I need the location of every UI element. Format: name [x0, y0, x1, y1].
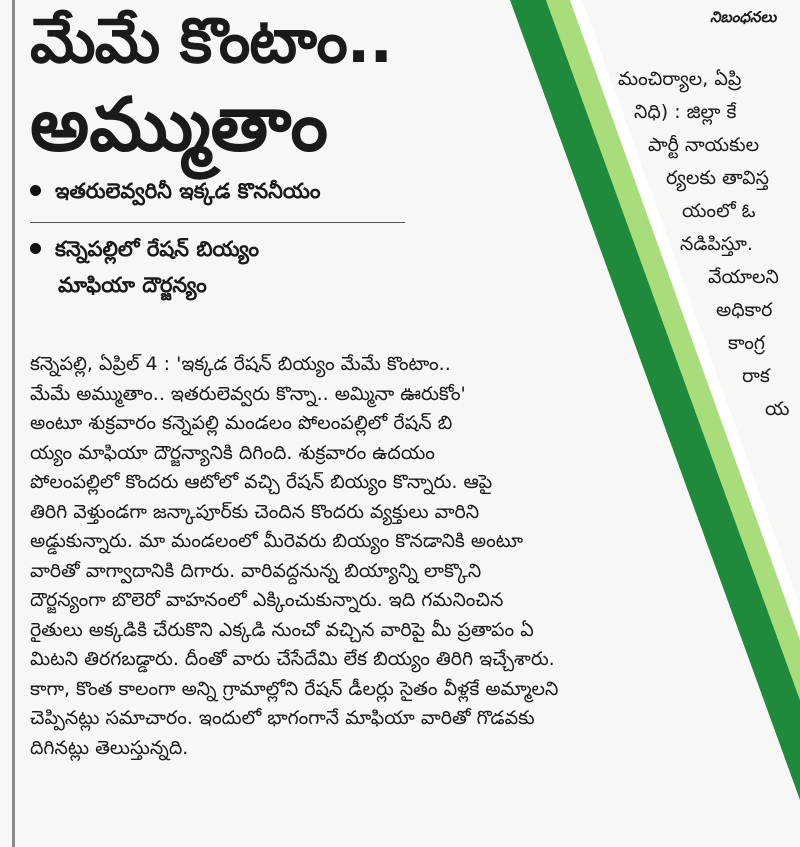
- headline-line-1: మేమే కొంటాం..: [30, 4, 392, 77]
- side-line: నడిపిస్తూ.: [680, 233, 753, 255]
- body-line: అంటూ శుక్రవారం కన్నెపల్లి మండలం పోలంపల్లిలో రేషన్ బి: [30, 412, 453, 434]
- side-line: మంచిర్యాల, ఏప్రి: [618, 68, 742, 90]
- side-line: యంలో ఓ: [682, 200, 756, 222]
- body-line: కాగా, కొంత కాలంగా అన్ని గ్రామాల్లోని రేషన్ డీలర్లు సైతం వీళ్లకే అమ్మాలని: [30, 677, 559, 700]
- side-line: య: [765, 398, 790, 420]
- body-line: దౌర్జన్యంగా బొలెరో వాహనంలో ఎక్కించుకున్నారు. ఇది గమనించిన: [30, 589, 504, 611]
- body-line: పోలంపల్లిలో కొందరు ఆటోలో వచ్చి రేషన్ బియ్యం కొన్నారు. ఆపై: [30, 471, 493, 493]
- headline-line-2: అమ్ముతాం: [30, 82, 329, 168]
- side-line: వేయాలని: [708, 266, 779, 288]
- side-line: అధికార: [716, 299, 773, 321]
- body-line: కన్నెపల్లి, ఏప్రిల్ 4 : 'ఇక్కడ రేషన్ బియ్యం మేమే కొంటాం..: [30, 353, 451, 375]
- side-article: [600, 0, 800, 847]
- side-line: ర్యలకు తావిస్త: [666, 167, 769, 189]
- side-kicker: నిబంధనలు: [710, 8, 777, 26]
- body-line: రైతులు అక్కడికి చేరుకొని ఎక్కడి నుంచో వచ్చిన వారిపై మీ ప్రతాపం ఏ: [30, 618, 534, 641]
- body-line: అడ్డుకున్నారు. మా మండలంలో మీరెవరు బియ్యం కొనడానికి అంటూ: [30, 530, 524, 552]
- deck-item-2-text-line-1: కన్నెపల్లిలో రేషన్ బియ్యం: [55, 237, 260, 261]
- side-line: రాక: [742, 365, 770, 387]
- body-line: చెప్పినట్లు సమాచారం. ఇందులో భాగంగానే మాఫియా వారితో గొడవకు: [30, 707, 535, 729]
- body-line: వారితో వాగ్వాదానికి దిగారు. వారివద్దనున్న బియ్యాన్ని లాక్కొని: [30, 559, 482, 582]
- body-line: తిరిగి వెళ్తుండగా జన్కాపూర్‌కు చెందిన కొందరు వ్యక్తులు వారిని: [30, 500, 480, 523]
- side-line: పార్టీ నాయకుల: [648, 134, 760, 156]
- body-line: మిటని తిరగబడ్డారు. దీంతో వారు చేసేదేమి లేక బియ్యం తిరిగి ఇచ్చేశారు.: [30, 648, 555, 670]
- side-line: కాంగ్ర: [728, 332, 765, 354]
- side-line: నిధి) : జిల్లా కే: [634, 101, 737, 123]
- deck-item-2-text-line-2: మాఫియా దౌర్జన్యం: [58, 272, 207, 297]
- body-line: మేమే అమ్ముతాం.. ఇతరులెవ్వరు కొన్నా.. అమ్మినా ఊరుకోం': [30, 382, 466, 405]
- body-line: య్యం మాఫియా దౌర్జన్యానికి దిగింది. శుక్రవారం ఉదయం: [30, 441, 435, 464]
- body-line: దిగినట్లు తెలుస్తున్నది.: [30, 736, 189, 759]
- deck-item-1-text: ఇతరులెవ్వరినీ ఇక్కడ కొననీయం: [55, 179, 321, 203]
